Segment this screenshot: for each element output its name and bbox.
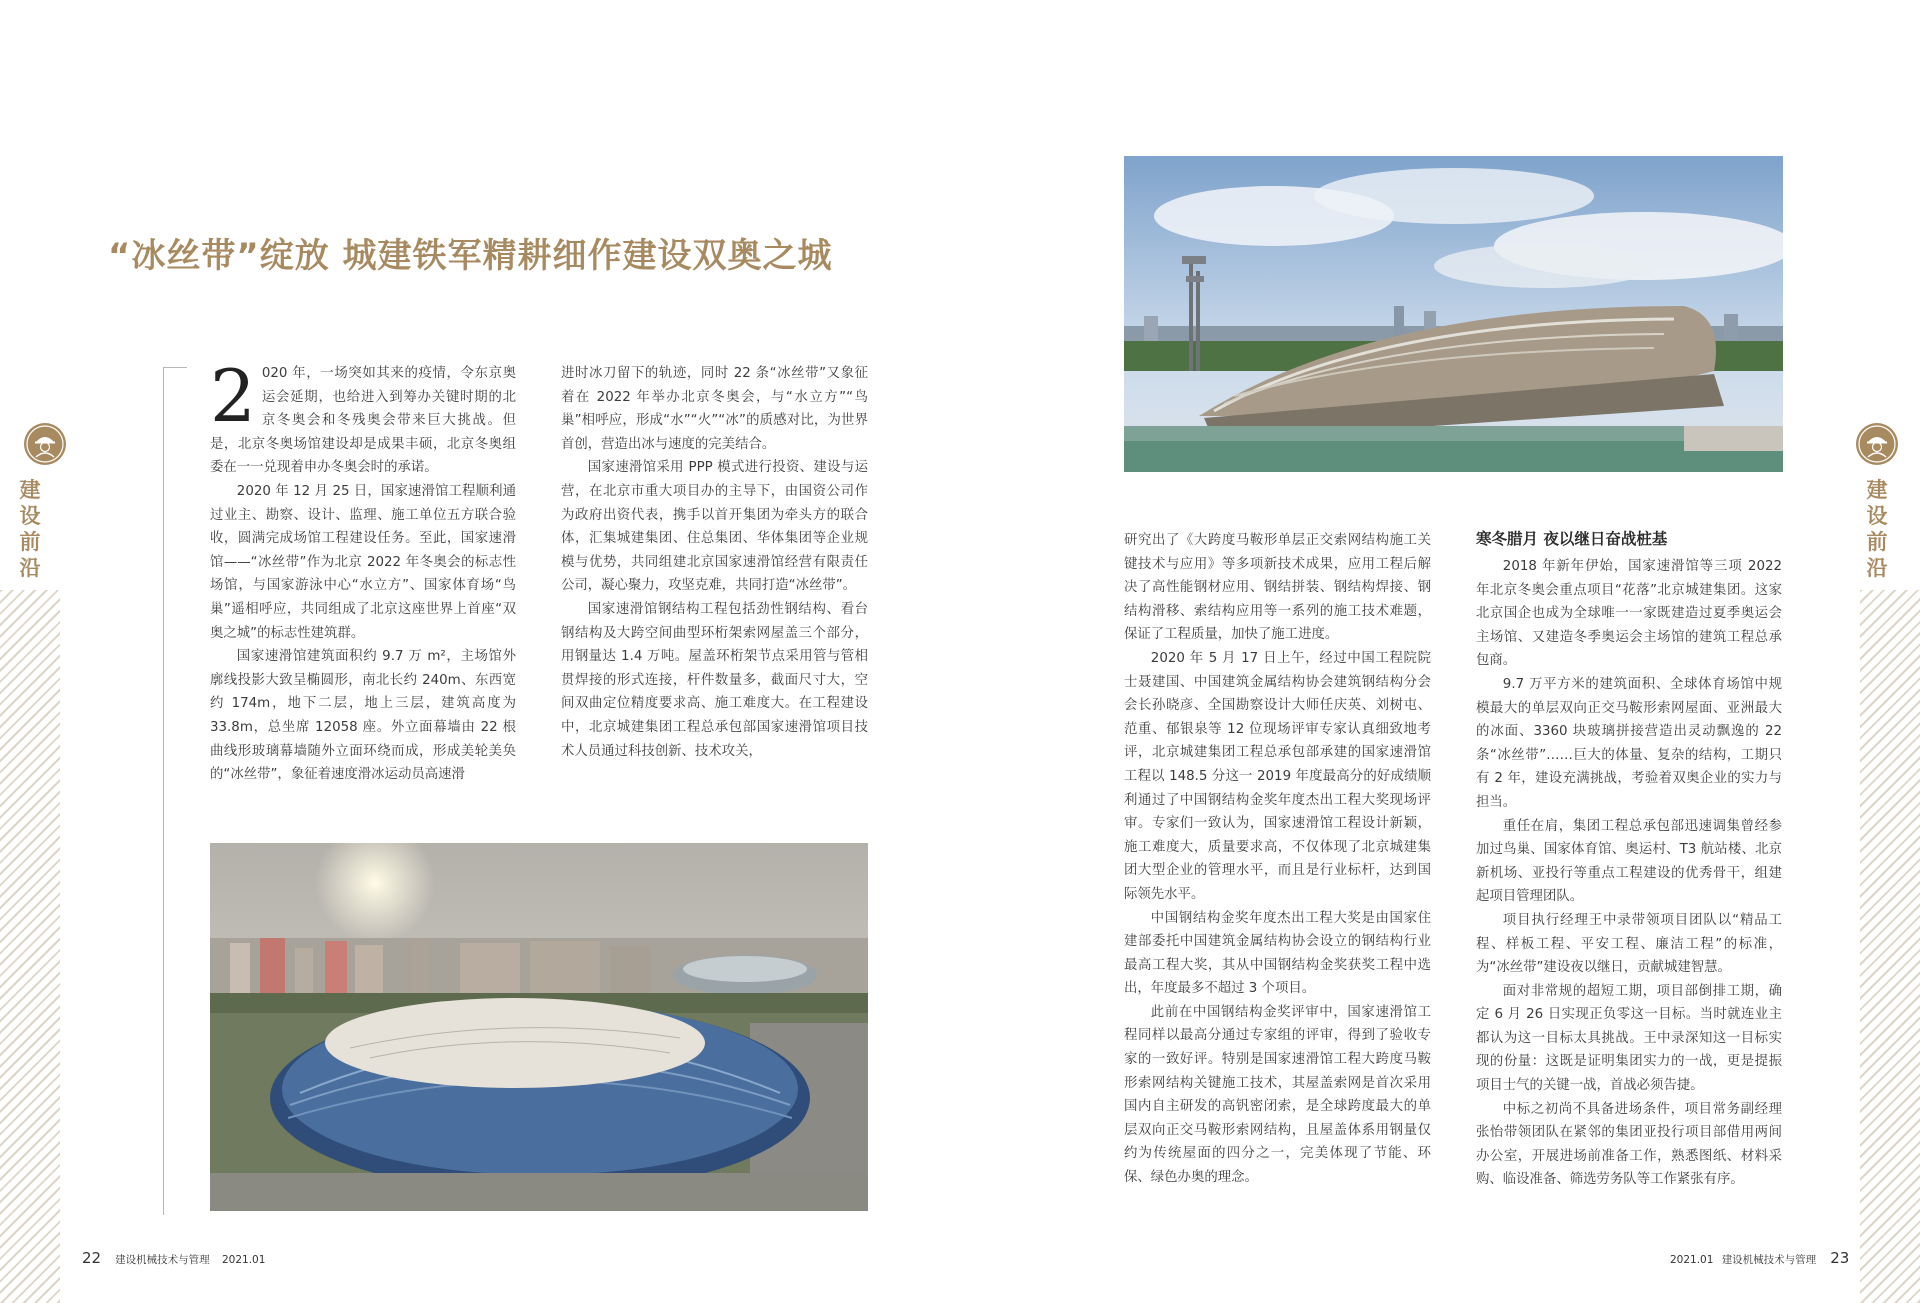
section-heading: 寒冬腊月 夜以继日奋战桩基 [1476, 530, 1668, 548]
paragraph: 项目执行经理王中录带领项目团队以“精品工程、样板工程、平安工程、廉洁工程”的标准，为“冰丝带”建设夜以继日，贡献城建智慧。 [1476, 912, 1782, 976]
paragraph: 国家速滑馆建筑面积约 9.7 万 m²，主场馆外廓线投影大致呈椭圆形，南北长约 240m、东西宽约 174m，地下二层，地上三层，建筑高度为 33.8m，总坐席 12058 座。外立面幕墙由 22 根曲线形玻璃幕墙随外立面环绕而成，形成美轮美奂的“冰丝带”，象征着速度滑冰运动员高速滑 [210, 649, 516, 783]
column-rule [163, 367, 164, 1215]
magazine-name: 建设机械技术与管理 [1721, 1254, 1817, 1266]
paragraph: 国家速滑馆钢结构工程包括劲性钢结构、看台钢结构及大跨空间曲型环桁架索网屋盖三个部分，用钢量达 1.4 万吨。屋盖环桁架节点采用管与管相贯焊接的形式连接，杆件数量多，截面尺寸大，空间双曲定位精度要求高、施工难度大。在工程建设中，北京城建集团工程总承包部国家速滑馆项目技术人员通过科技创新、技术攻关， [561, 601, 868, 759]
paragraph: 国家速滑馆采用 PPP 模式进行投资、建设与运营，在北京市重大项目办的主导下，由国资公司作为政府出资代表，携手以首开集团为牵头方的联合体，汇集城建集团、住总集团、华体集团等企业规模与优势，共同组建北京国家速滑馆经营有限责任公司，凝心聚力，攻坚克难，共同打造“冰丝带”。 [561, 460, 868, 594]
left-hatch-stripe [0, 590, 60, 1303]
paragraph: 此前在中国钢结构金奖评审中，国家速滑馆工程同样以最高分通过专家组的评审，得到了验收专家的一致好评。特别是国家速滑馆工程大跨度马鞍形索网结构关键施工技术，其屋盖索网是首次采用国内自主研发的高钒密闭索，是全球跨度最大的单层双向正交马鞍形索网结构，且屋盖体系用钢量仅约为传统屋面的四分之一，完美体现了节能、环保、绿色办奥的理念。 [1124, 1004, 1431, 1186]
left-page-footer [68, 1249, 265, 1269]
issue-number: 2021.01 [222, 1254, 266, 1266]
right-hatch-stripe [1860, 590, 1920, 1303]
magazine-name: 建设机械技术与管理 [115, 1254, 210, 1266]
article-title: “冰丝带”绽放 城建铁军精耕细作建设双奥之城 [108, 236, 833, 276]
dropcap: 2 [210, 354, 256, 438]
article-column-2 [561, 362, 868, 763]
page-number: 22 [82, 1249, 102, 1267]
paragraph: 2020 年 5 月 17 日上午，经过中国工程院院士聂建国、中国建筑金属结构协会建筑钢结构分会会长孙晓彦、全国勘察设计大师任庆英、刘树屯、范重、郁银泉等 12 位现场评审专家认真细致地考评，北京城建集团工程总承包部承建的国家速滑馆工程以 148.5 分这一 2019 年度最高分的好成绩顺利通过了中国钢结构金奖年度杰出工程大奖现场评审。专家们一致认为，国家速滑馆工程设计新颖，施工难度大，质量要求高，不仅体现了北京城建集团大型企业的管理水平，而且是行业标杆，达到国际领先水平。 [1124, 650, 1431, 902]
paragraph: 中国钢结构金奖年度杰出工程大奖是由国家住建部委托中国建筑金属结构协会设立的钢结构行业最高工程大奖，其从中国钢结构金奖获奖工程中选出，年度最多不超过 3 个项目。 [1124, 910, 1431, 997]
issue-number: 2021.01 [1670, 1254, 1714, 1266]
paragraph: 2 020 年，一场突如其来的疫情，令东京奥运会延期，也给进入到筹办关键时期的北京冬奥会和冬残奥会带来巨大挑战。但是，北京冬奥场馆建设却是成果丰硕，北京冬奥组委在一一兑现着申办冬奥会时的承诺。 [210, 354, 516, 476]
column-rule-tick [163, 367, 187, 368]
paragraph: 2018 年新年伊始，国家速滑馆等三项 2022 年北京冬奥会重点项目“花落”北京城建集团。这家北京国企也成为全球唯一一家既建造过夏季奥运会主场馆、又建造冬季奥运会主场馆的建筑工程总承包商。 [1476, 559, 1782, 669]
worker-helmet-icon [1856, 423, 1898, 465]
article-column-1 [210, 354, 516, 787]
paragraph: 重任在肩，集团工程总承包部迅速调集曾经参加过鸟巢、国家体育馆、奥运村、T3 航站楼、北京新机场、亚投行等重点工程建设的优秀骨干，组建起项目管理团队。 [1476, 818, 1782, 905]
stadium-aerial-photo [210, 843, 868, 1211]
construction-photo [1124, 156, 1783, 472]
right-section-label: 建 设 前 沿 [1866, 478, 1888, 580]
paragraph: 2020 年 12 月 25 日，国家速滑馆工程顺利通过业主、勘察、设计、监理、施工单位五方联合验收，圆满完成场馆工程建设任务。至此，国家速滑馆——“冰丝带”作为北京 2022 年冬奥会的标志性场馆，与国家游泳中心“水立方”、国家体育场“鸟巢”遥相呼应，共同组成了北京这座世界上首座“双奥之城”的标志性建筑群。 [210, 483, 516, 641]
paragraph: 9.7 万平方米的建筑面积、全球体育场馆中规模最大的单层双向正交马鞍形索网屋面、亚洲最大的冰面、3360 块玻璃拼接营造出灵动飘逸的 22 条“冰丝带”……巨大的体量、复杂的结构，工期只有 2 年，建设充满挑战，考验着双奥企业的实力与担当。 [1476, 676, 1782, 810]
paragraph: 研究出了《大跨度马鞍形单层正交索网结构施工关键技术与应用》等多项新技术成果，应用工程后解决了高性能钢材应用、钢结拼装、钢结构焊接、钢结构滑移、索结构应用等一系列的施工技术难题，保证了工程质量，加快了施工进度。 [1124, 533, 1431, 643]
article-column-4 [1476, 525, 1782, 1192]
paragraph: 中标之初尚不具备进场条件，项目常务副经理张怡带领团队在紧邻的集团亚投行项目部借用两间办公室，开展进场前准备工作，熟悉图纸、材料采购、临设准备、筛选劳务队等工作紧张有序。 [1476, 1101, 1782, 1188]
page-number: 23 [1830, 1249, 1850, 1267]
paragraph: 面对非常规的超短工期，项目部倒排工期，确定 6 月 26 日实现正负零这一目标。当时就连业主都认为这一目标太具挑战。王中录深知这一目标实现的份量：这既是证明集团实力的一战，更是提振项目士气的关键一战，首战必须告捷。 [1476, 983, 1782, 1094]
paragraph: 进时冰刀留下的轨迹，同时 22 条“冰丝带”又象征着在 2022 年举办北京冬奥会，与“水立方”“鸟巢”相呼应，形成“水”“火”“冰”的质感对比，为世界首创，营造出冰与速度的完美结合。 [561, 366, 868, 452]
article-column-3 [1124, 529, 1431, 1190]
right-page-footer [1670, 1249, 1863, 1269]
worker-helmet-icon [24, 423, 66, 465]
left-section-label: 建 设 前 沿 [19, 478, 41, 580]
